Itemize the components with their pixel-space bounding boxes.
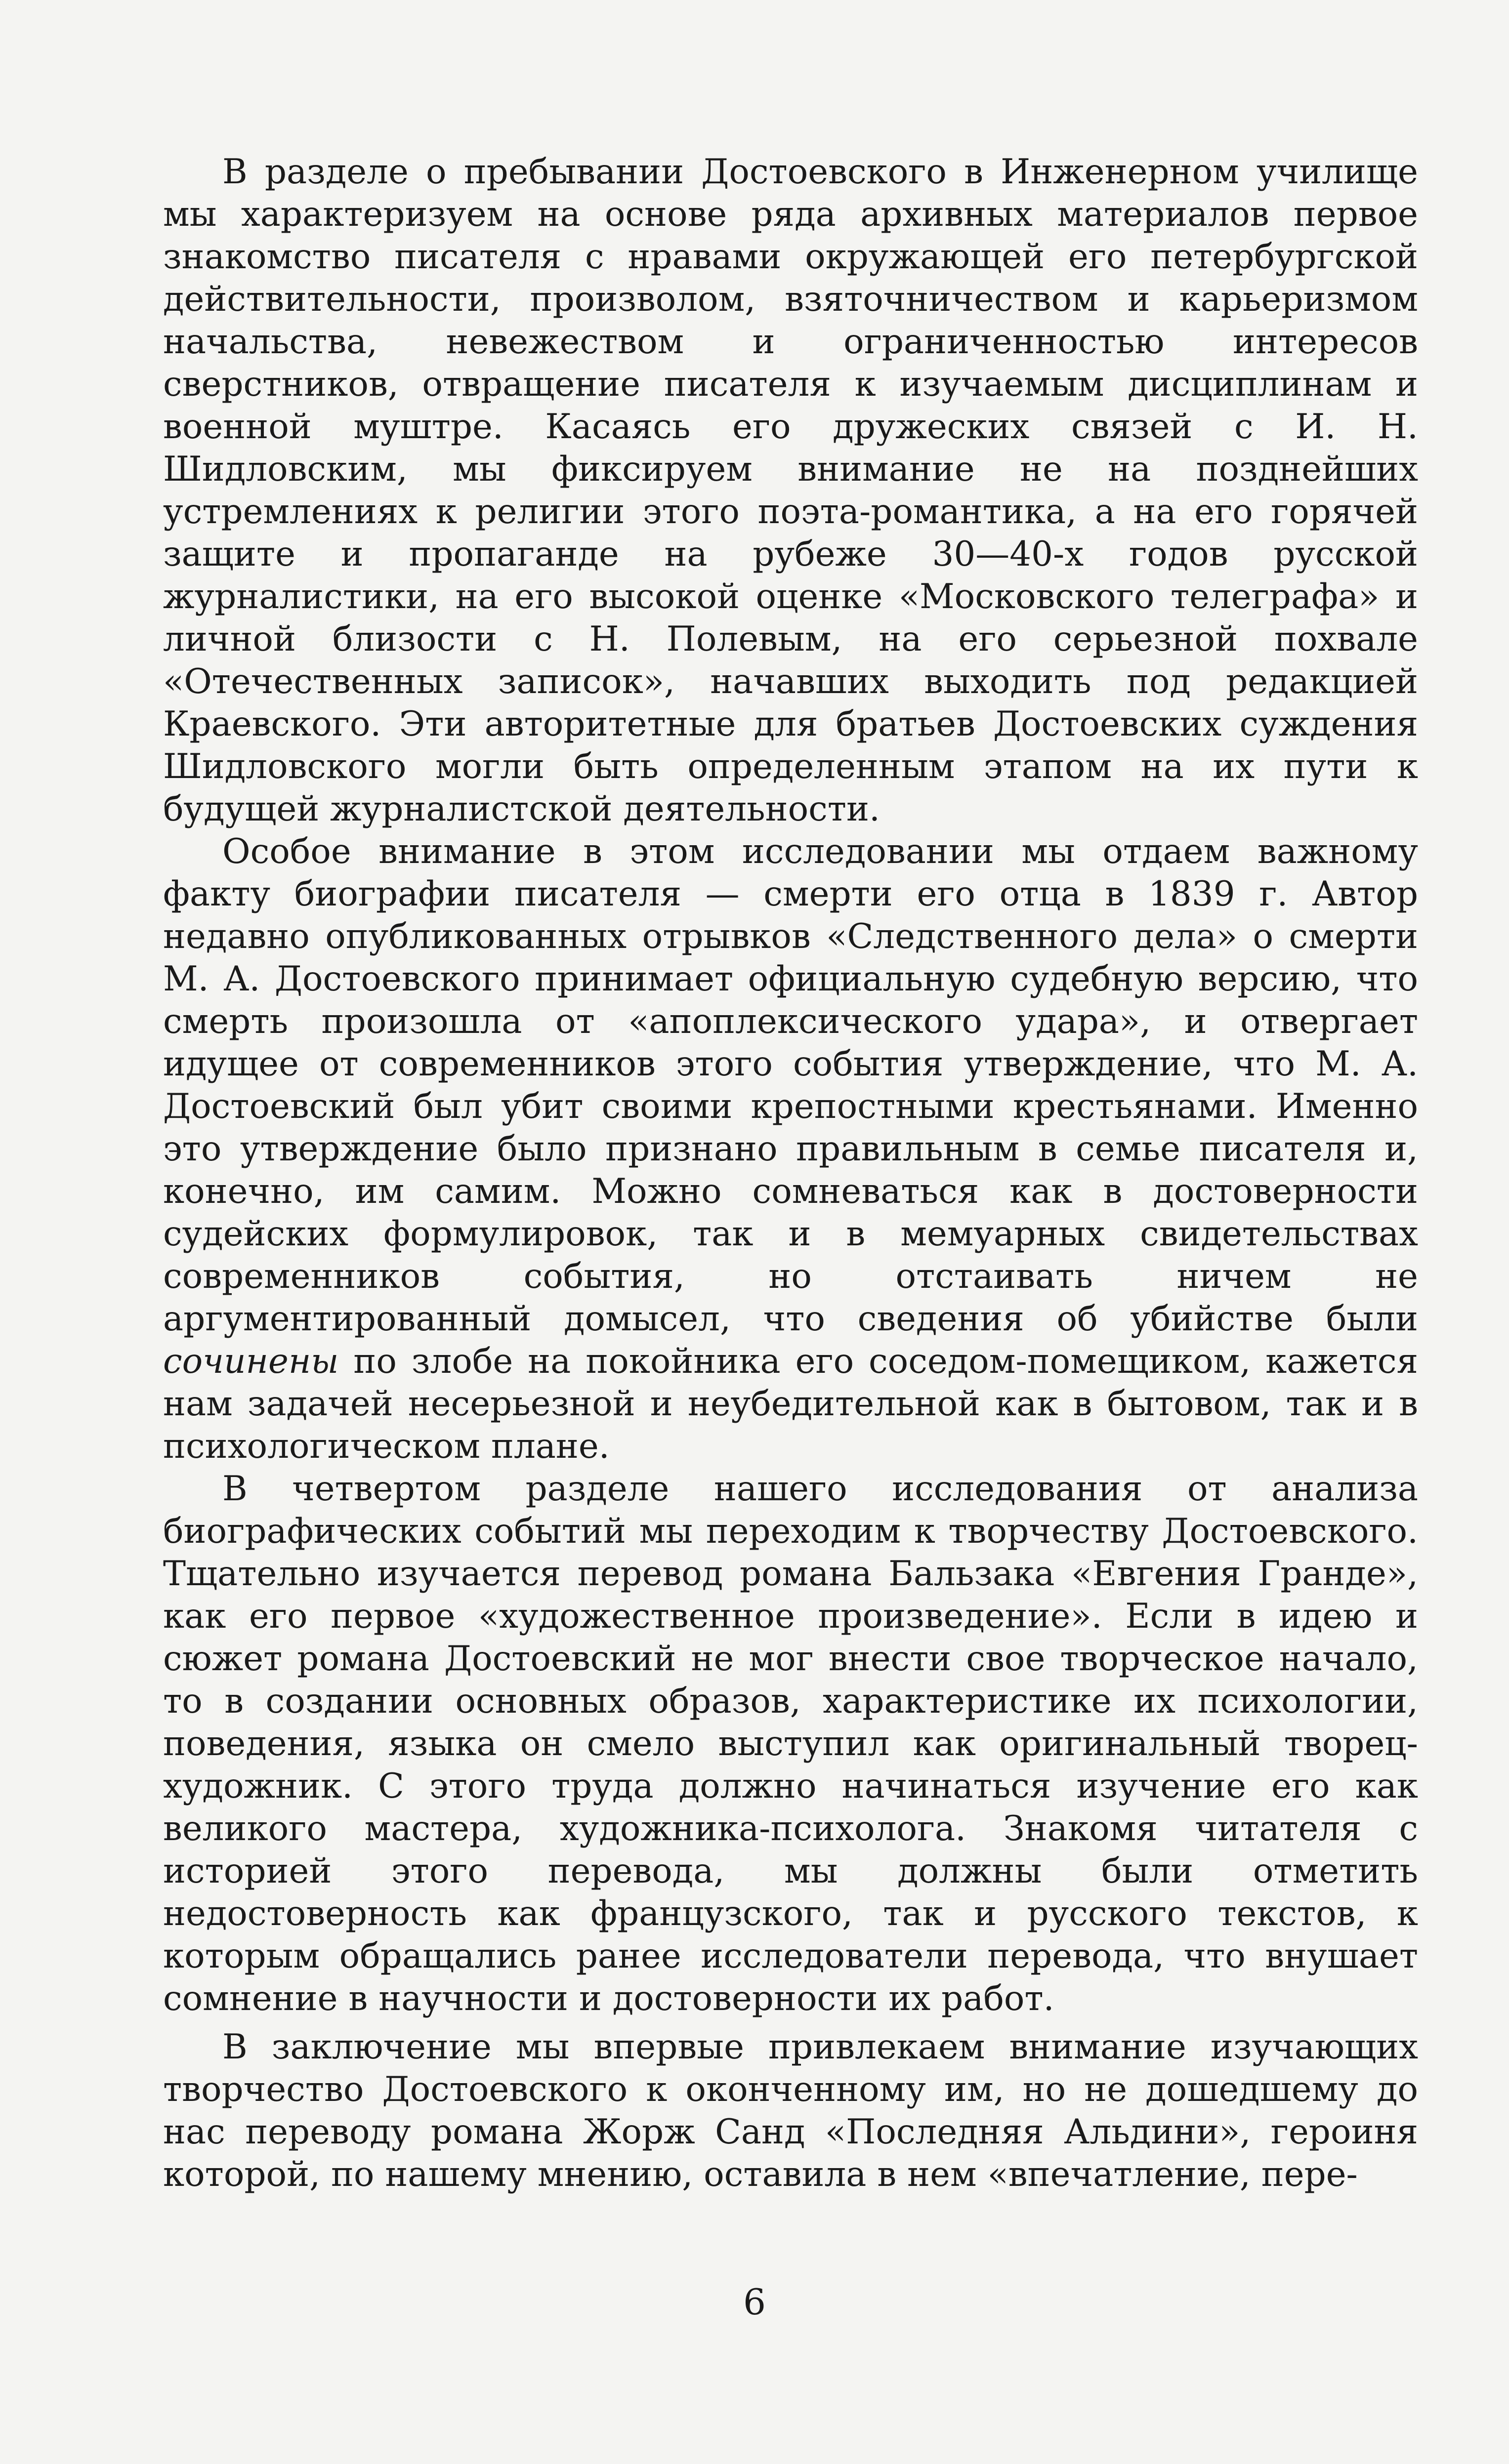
paragraph-2-emphasis: сочинены bbox=[163, 1342, 339, 1381]
paragraph-1: В разделе о пребывании Достоевского в Инженерном училище мы характеризуем на основе ряда архивных материалов первое знакомство писателя с нравами окружающей его петербургской действительности, произволом, взяточничеством и карьеризмом начальства, невежеством и ограниченностью интересов сверстников, отвращение писателя к изучаемым дисциплинам и военной муштре. Касаясь его дружеских связей с И. Н. Шидловским, мы фиксируем внимание не на позднейших устремлениях к религии этого поэта-романтика, а на его горячей защите и пропаганде на рубеже 30—40-х годов русской журналистики, на его высокой оценке «Московского телеграфа» и личной близости с Н. Полевым, на его серьезной похвале «Отечественных записок», начавших выходить под редакцией Краевского. Эти авторитетные для братьев Достоевских суждения Шидловского могли быть определенным этапом на их пути к будущей журналистской деятельности. bbox=[163, 152, 1418, 829]
paragraph-4: В заключение мы впервые привлекаем внимание изучающих творчество Достоевского к оконченному им, но не дошедшему до нас переводу романа Жорж Санд «Последняя Альдини», героиня которой, по нашему мнению, оставила в нем «впечатление, пере- bbox=[163, 2027, 1418, 2194]
page-number: 6 bbox=[743, 2281, 766, 2323]
paragraph-2-text-after: по злобе на покойника его соседом-помещиком, кажется нам задачей несерьезной и неубедительной как в бытовом, так и в психологическом плане. bbox=[163, 1342, 1418, 1466]
paragraph-3: В четвертом разделе нашего исследования от анализа биографических событий мы переходим к творчеству Достоевского. Тщательно изучается перевод романа Бальзака «Евгения Гранде», как его первое «художественное произведение». Если в идею и сюжет романа Достоевский не мог внести свое творческое начало, то в создании основных образов, характеристике их психологии, поведения, языка он смело выступил как оригинальный творец-художник. С этого труда должно начинаться изучение его как великого мастера, художника-психолога. Знакомя читателя с историей этого перевода, мы должны были отметить недостоверность как французского, так и русского текстов, к которым обращались ранее исследователи перевода, что внушает сомнение в научности и достоверности их работ. bbox=[163, 1469, 1418, 2018]
paragraph-2 bbox=[163, 830, 1418, 1468]
body-text bbox=[163, 151, 1418, 2196]
paragraph-2-text-before: Особое внимание в этом исследовании мы отдаем важному факту биографии писателя — смерти его отца в 1839 г. Автор недавно опубликованных отрывков «Следственного дела» о смерти М. А. Достоевского принимает официальную судебную версию, что смерть произошла от «апоплексического удара», и отвергает идущее от современников этого события утверждение, что М. А. Достоевский был убит своими крепостными крестьянами. Именно это утверждение было признано правильным в семье писателя и, конечно, им самим. Можно сомневаться как в достоверности судейских формулировок, так и в мемуарных свидетельствах современников события, но отстаивать ничем не аргументированный домысел, что сведения об убийстве были bbox=[163, 832, 1418, 1339]
